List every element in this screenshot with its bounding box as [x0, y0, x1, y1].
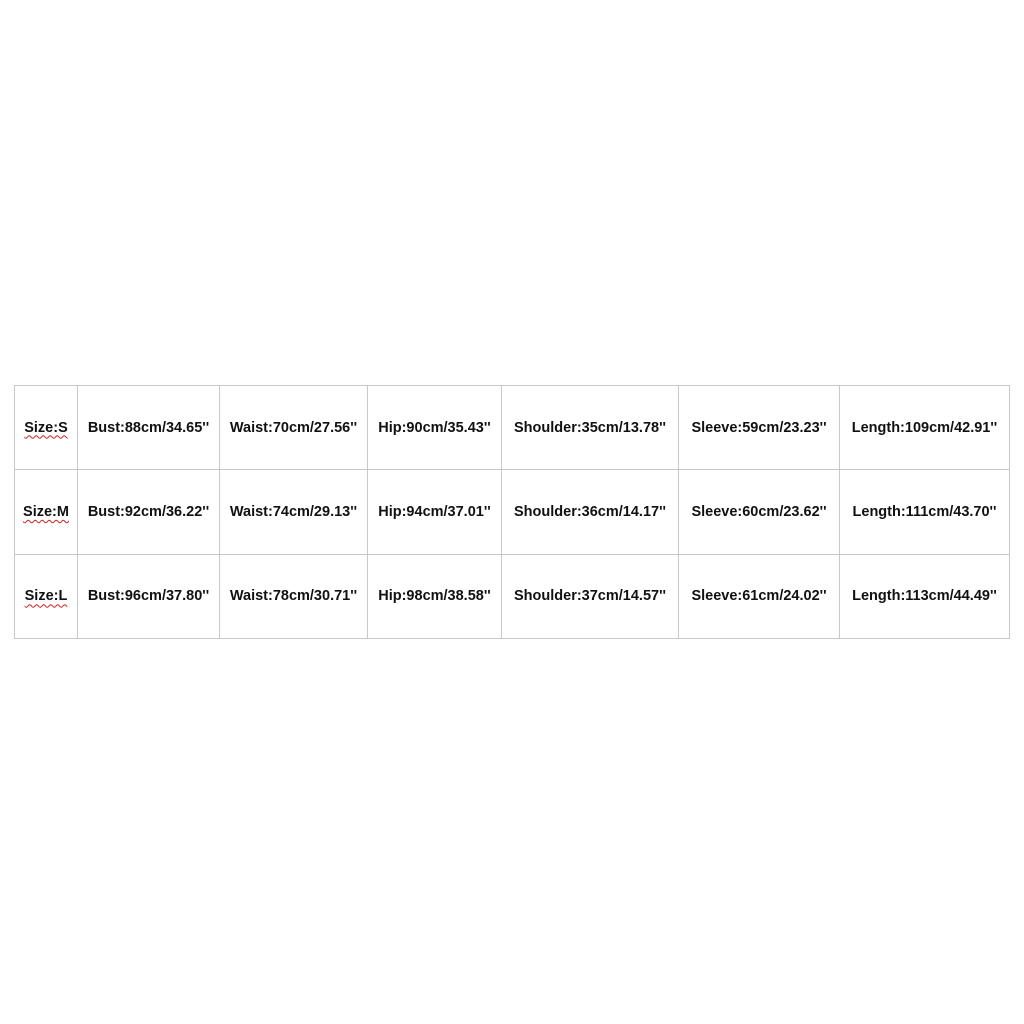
size-label: Size:L — [24, 588, 68, 605]
size-cell — [15, 386, 78, 470]
length-cell: Length:113cm/44.49'' — [840, 554, 1010, 638]
size-label: Size:M — [23, 503, 69, 520]
sleeve-cell: Sleeve:59cm/23.23'' — [679, 386, 840, 470]
waist-cell: Waist:74cm/29.13'' — [220, 470, 368, 554]
hip-cell: Hip:98cm/38.58'' — [368, 554, 502, 638]
size-label: Size:S — [24, 419, 68, 436]
size-chart-table — [14, 385, 1010, 639]
length-cell: Length:109cm/42.91'' — [840, 386, 1010, 470]
hip-cell: Hip:94cm/37.01'' — [368, 470, 502, 554]
sleeve-cell: Sleeve:60cm/23.62'' — [679, 470, 840, 554]
shoulder-cell: Shoulder:36cm/14.17'' — [502, 470, 679, 554]
table-row-size-m — [15, 470, 1010, 554]
size-cell — [15, 470, 78, 554]
shoulder-cell: Shoulder:35cm/13.78'' — [502, 386, 679, 470]
waist-cell: Waist:70cm/27.56'' — [220, 386, 368, 470]
bust-cell: Bust:88cm/34.65'' — [78, 386, 220, 470]
shoulder-cell: Shoulder:37cm/14.57'' — [502, 554, 679, 638]
bust-cell: Bust:92cm/36.22'' — [78, 470, 220, 554]
size-cell — [15, 554, 78, 638]
table-row-size-s — [15, 386, 1010, 470]
length-cell: Length:111cm/43.70'' — [840, 470, 1010, 554]
waist-cell: Waist:78cm/30.71'' — [220, 554, 368, 638]
bust-cell: Bust:96cm/37.80'' — [78, 554, 220, 638]
table-row-size-l — [15, 554, 1010, 638]
sleeve-cell: Sleeve:61cm/24.02'' — [679, 554, 840, 638]
hip-cell: Hip:90cm/35.43'' — [368, 386, 502, 470]
